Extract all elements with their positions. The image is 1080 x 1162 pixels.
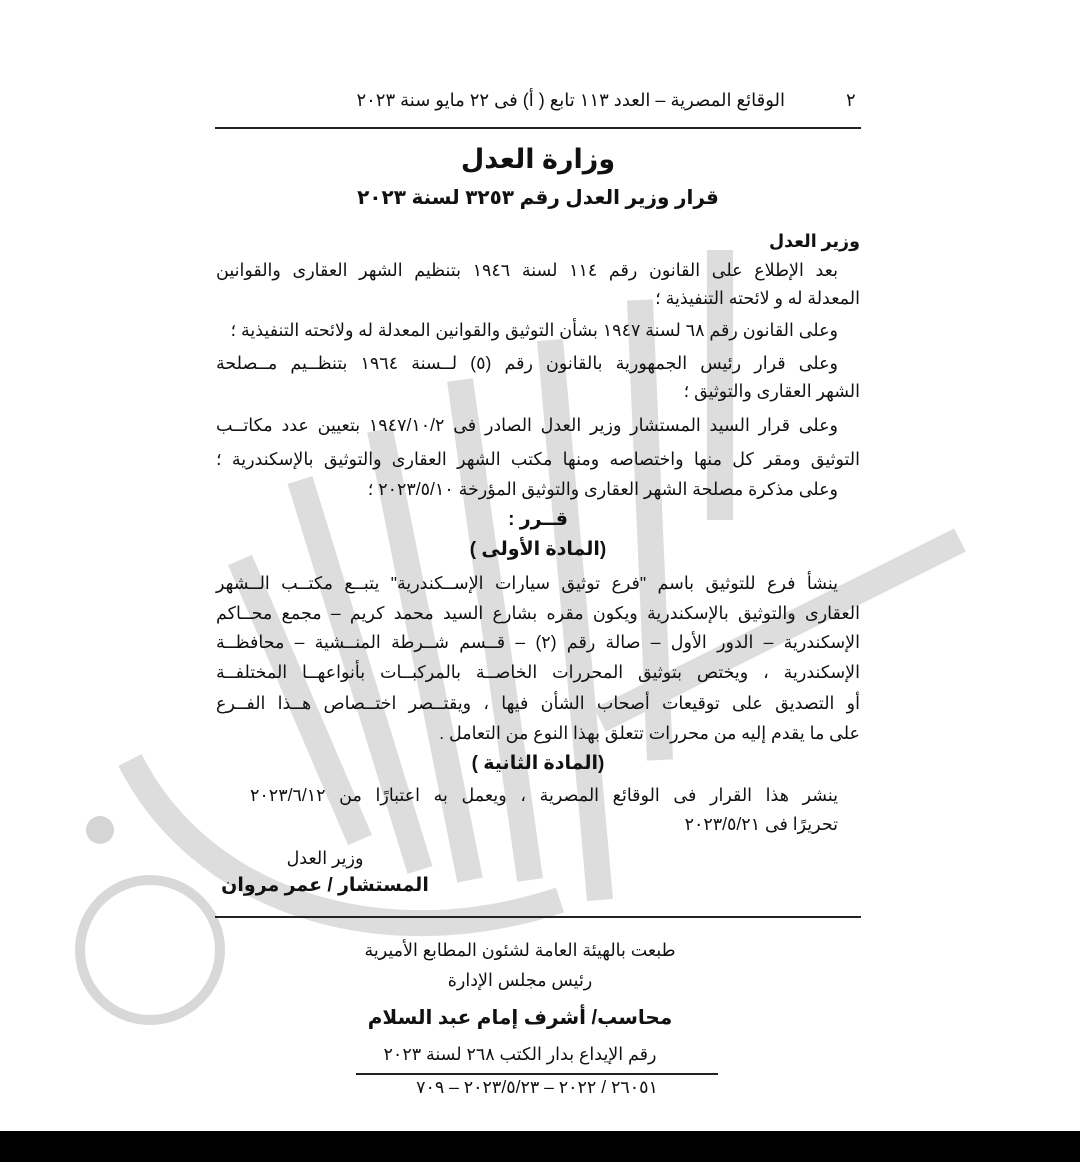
article-1-line: أو التصديق على توقيعات أصحاب الشأن فيها ، ويقتــصر اختــصاص هــذا الفــرع: [216, 693, 860, 713]
article-2-line: ينشر هذا القرار فى الوقائع المصرية ، ويعمل به اعتبارًا من ٢٠٢٣/٦/١٢: [250, 785, 838, 805]
page-number: ٢: [846, 90, 856, 110]
preamble-line: التوثيق ومقر كل منها واختصاصه ومنها مكتب الشهر العقارى والتوثيق بالإسكندرية ؛: [216, 449, 860, 469]
preamble-line: الشهر العقارى والتوثيق ؛: [683, 381, 860, 401]
chairman-title: رئيس مجلس الإدارة: [447, 970, 593, 990]
preamble-line: بعد الإطلاع على القانون رقم ١١٤ لسنة ١٩٤٦ بتنظيم الشهر العقارى والقوانين: [216, 260, 838, 280]
issue-date: تحريرًا فى ٢٠٢٣/٥/٢١: [684, 814, 838, 834]
print-code: ٢٦٠٥١ / ٢٠٢٢ – ٢٠٢٣/٥/٢٣ – ٧٠٩: [416, 1077, 658, 1097]
deposit-number: رقم الإيداع بدار الكتب ٢٦٨ لسنة ٢٠٢٣: [383, 1044, 657, 1064]
preamble-line: وعلى قرار رئيس الجمهورية بالقانون رقم (٥) لــسنة ١٩٦٤ بتنظــيم مــصلحة: [216, 353, 838, 373]
printed-by: طبعت بالهيئة العامة لشئون المطابع الأميرية: [364, 940, 676, 960]
article-2-heading: (المادة الثانية ): [471, 753, 605, 774]
article-1-line: على ما يقدم إليه من محررات تتعلق بهذا النوع من التعامل .: [439, 723, 860, 743]
preamble-line: وعلى مذكرة مصلحة الشهر العقارى والتوثيق المؤرخة ٢٠٢٣/٥/١٠ ؛: [367, 479, 838, 499]
article-1-line: الإسكندرية – الدور الأول – صالة رقم (٢) – قــسم شــرطة المنــشية – محافظــة: [216, 632, 861, 652]
article-1-line: ينشأ فرع للتوثيق باسم "فرع توثيق سيارات الإســكندرية" يتبــع مكتــب الــشهر: [216, 573, 838, 593]
preamble-line: وعلى القانون رقم ٦٨ لسنة ١٩٤٧ بشأن التوثيق والقوانين المعدلة له ولائحته التنفيذية ؛: [230, 320, 838, 340]
bottom-black-bar: [0, 1131, 1080, 1162]
running-title: الوقائع المصرية – العدد ١١٣ تابع ( أ) فى ٢٢ مايو سنة ٢٠٢٣: [356, 90, 785, 110]
article-1-line: العقارى والتوثيق بالإسكندرية ويكون مقره بشارع السيد محمد كريم – مجمع محــاكم: [216, 603, 860, 623]
decided-heading: قــرر :: [508, 509, 568, 530]
preamble-line: المعدلة له و لائحته التنفيذية ؛: [655, 288, 860, 308]
header-rule: [215, 127, 861, 129]
signatory-name: المستشار / عمر مروان: [221, 875, 429, 896]
preamble-line: وعلى قرار السيد المستشار وزير العدل الصادر فى ١٩٤٧/١٠/٢ بتعيين عدد مكاتــب: [216, 415, 838, 435]
signatory-title: وزير العدل: [286, 848, 364, 868]
article-1-line: الإسكندرية ، ويختص بتوثيق المحررات الخاصــة بالمركبــات بأنواعهــا المختلفــة: [216, 662, 860, 682]
decree-title: قرار وزير العدل رقم ٣٢٥٣ لسنة ٢٠٢٣: [357, 187, 719, 209]
article-1-heading: (المادة الأولى ): [469, 539, 607, 560]
issuer: وزير العدل: [768, 231, 860, 251]
chairman-name: محاسب/ أشرف إمام عبد السلام: [367, 1007, 673, 1029]
footer-rule: [215, 916, 861, 918]
ministry-title: وزارة العدل: [460, 144, 616, 174]
